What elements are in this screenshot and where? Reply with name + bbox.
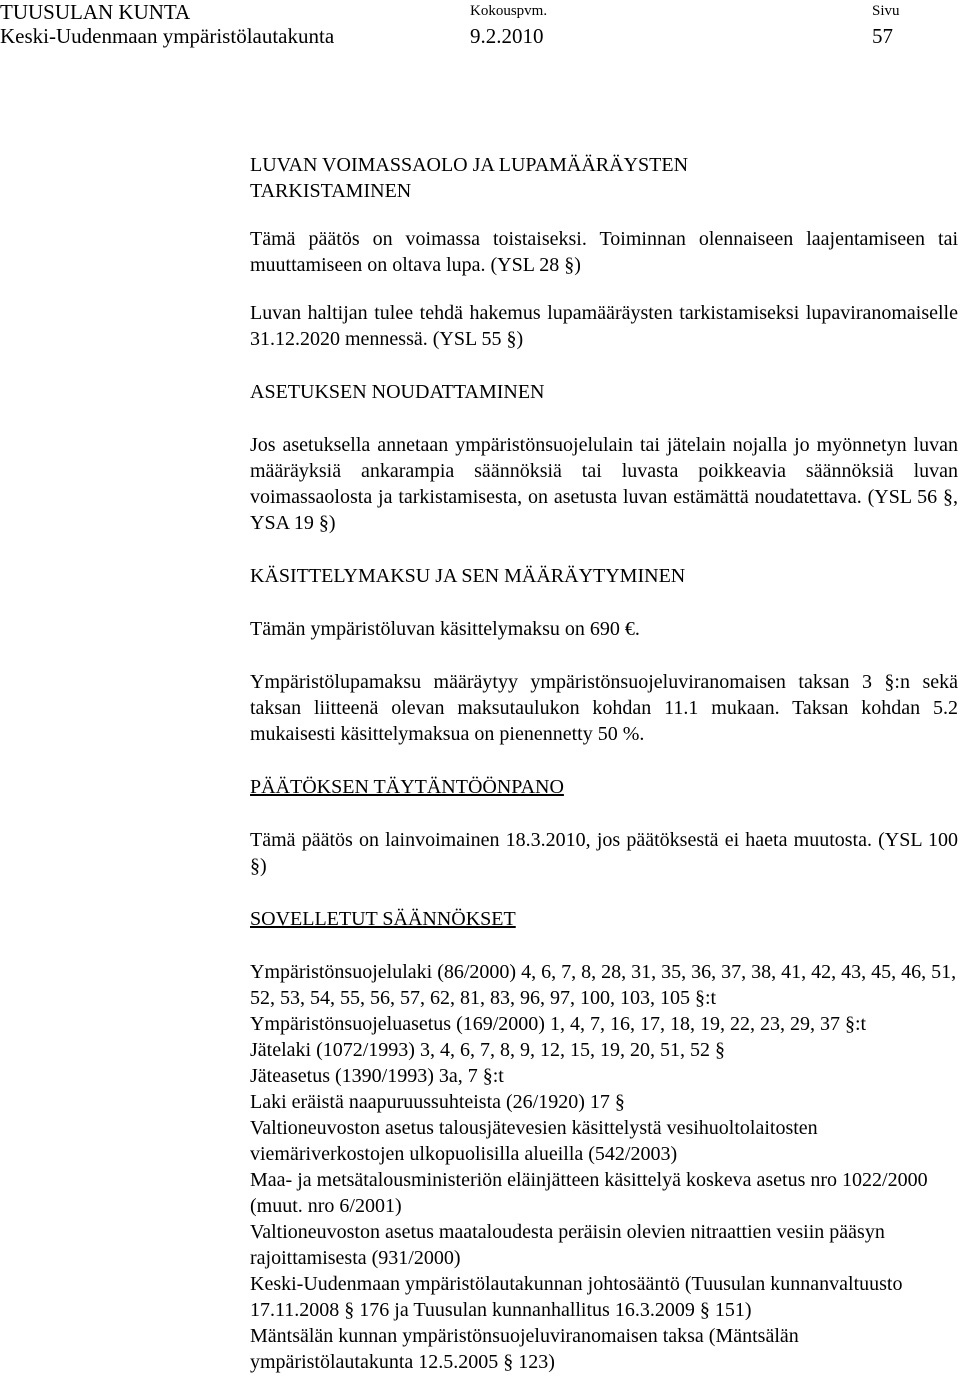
provisions-list [250, 959, 958, 1375]
list-item: Jäteasetus (1390/1993) 3a, 7 §:t [250, 1065, 504, 1087]
paragraph: Ympäristölupamaksu määräytyy ympäristönsuojeluviranomaisen taksan 3 §:n sekä taksan liitteenä olevan maksutaulukon kohdan 11.1 mukaan. Taksan kohdan 5.2 mukaisesti käsittelymaksua on pienennetty 50 %. [250, 671, 958, 745]
list-item: Keski-Uudenmaan ympäristölautakunnan johtosääntö (Tuusulan kunnanvaltuusto 17.11.2008 § 176 ja Tuusulan kunnanhallitus 16.3.2009 § 151) [250, 1273, 903, 1321]
list-item: Maa- ja metsätalousministeriön eläinjätteen käsittelyä koskeva asetus nro 1022/2000 (muut. nro 6/2001) [250, 1169, 928, 1217]
section-fee [250, 563, 958, 747]
page-label: Sivu [872, 3, 900, 19]
section-heading: SOVELLETUT SÄÄNNÖKSET [250, 908, 516, 930]
paragraph: Tämä päätös on voimassa toistaiseksi. Toiminnan olennaiseen laajentamiseen tai muuttamiseen on oltava lupa. (YSL 28 §) [250, 228, 958, 276]
section-compliance [250, 379, 958, 536]
list-item: Ympäristönsuojelulaki (86/2000) 4, 6, 7, 8, 28, 31, 35, 36, 37, 38, 41, 42, 43, 45, 46, 51, 52, 53, 54, 55, 56, 57, 62, 81, 83, 96, 97, 100, 103, 105 §:t [250, 961, 957, 1009]
paragraph: Tämän ympäristöluvan käsittelymaksu on 690 €. [250, 618, 640, 640]
section-heading [250, 152, 958, 204]
org-name [0, 0, 334, 48]
paragraph: Tämä päätös on lainvoimainen 18.3.2010, jos päätöksestä ei haeta muutosta. (YSL 100 §) [250, 829, 958, 877]
meeting-date-label: Kokouspvm. [470, 3, 548, 19]
document-body [250, 152, 958, 1375]
list-item: Ympäristönsuojeluasetus (169/2000) 1, 4, 7, 16, 17, 18, 19, 22, 23, 29, 37 §:t [250, 1013, 867, 1035]
meeting-date: 9.2.2010 [470, 24, 544, 48]
heading-line-1: LUVAN VOIMASSAOLO JA LUPAMÄÄRÄYSTEN [250, 154, 689, 176]
section-heading: PÄÄTÖKSEN TÄYTÄNTÖÖNPANO [250, 776, 564, 798]
paragraph: Jos asetuksella annetaan ympäristönsuojelulain tai jätelain nojalla jo myönnetyn luvan määräyksiä ankarampia säännöksiä tai luvasta poikkeavia säännöksiä luvan voimassaolosta ja tarkistamisesta, on asetusta luvan estämättä noudatettava. (YSL 56 §, YSA 19 §) [250, 434, 958, 534]
section-applied-provisions [250, 906, 958, 1375]
heading-line-2: TARKISTAMINEN [250, 180, 412, 202]
section-enforcement [250, 774, 958, 879]
section-heading: KÄSITTELYMAKSU JA SEN MÄÄRÄYTYMINEN [250, 565, 686, 587]
section-heading: ASETUKSEN NOUDATTAMINEN [250, 381, 545, 403]
org-line-1: TUUSULAN KUNTA [0, 0, 191, 24]
list-item: Mäntsälän kunnan ympäristönsuojeluviranomaisen taksa (Mäntsälän ympäristölautakunta 12.5.2005 § 123) [250, 1325, 799, 1373]
list-item: Valtioneuvoston asetus talousjätevesien käsittelystä vesihuoltolaitosten viemäriverkostojen ulkopuolisilla alueilla (542/2003) [250, 1117, 818, 1165]
org-line-2: Keski-Uudenmaan ympäristölautakunta [0, 24, 335, 48]
section-validity [250, 152, 958, 352]
list-item: Jätelaki (1072/1993) 3, 4, 6, 7, 8, 9, 12, 15, 19, 20, 51, 52 § [250, 1039, 725, 1061]
paragraph: Luvan haltijan tulee tehdä hakemus lupamääräysten tarkistamiseksi lupaviranomaiselle 31.12.2020 mennessä. (YSL 55 §) [250, 302, 958, 350]
list-item: Valtioneuvoston asetus maataloudesta peräisin olevien nitraattien vesiin pääsyn rajoittamisesta (931/2000) [250, 1221, 885, 1269]
page-number: 57 [872, 24, 893, 48]
list-item: Laki eräistä naapuruussuhteista (26/1920) 17 § [250, 1091, 625, 1113]
